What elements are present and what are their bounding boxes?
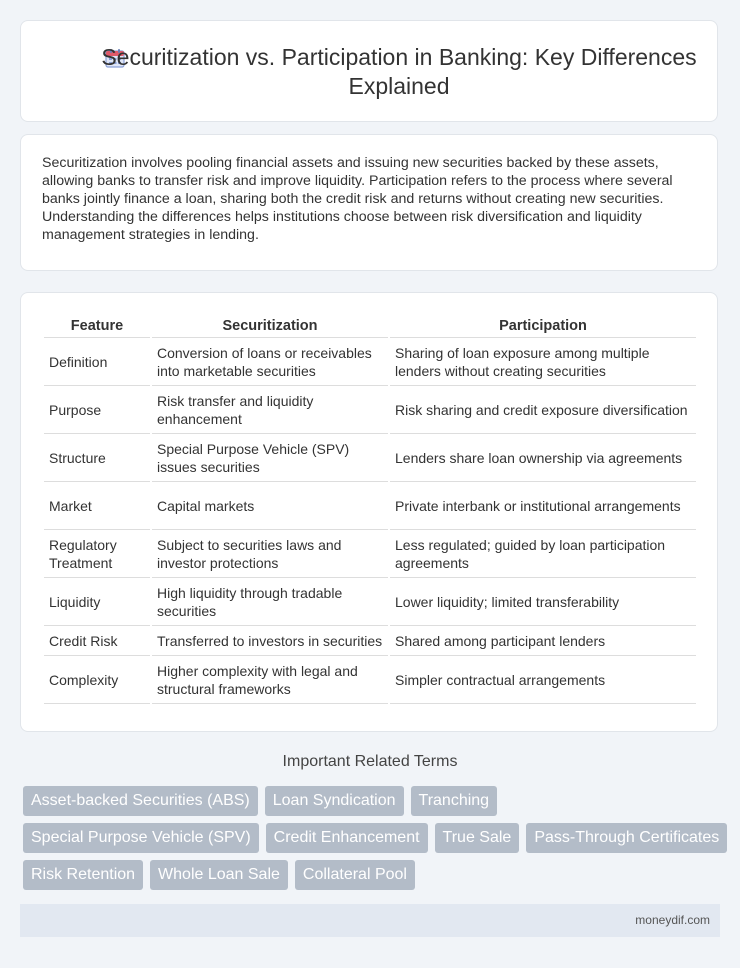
participation-cell: Sharing of loan exposure among multiple lenders without creating securities [390, 338, 696, 386]
table-row [44, 386, 696, 434]
tag-special-purpose-vehicle[interactable]: Special Purpose Vehicle (SPV) [23, 823, 259, 853]
feature-cell: Regulatory Treatment [44, 530, 150, 578]
column-header-participation: Participation [390, 315, 696, 338]
securitization-cell: Transferred to investors in securities [152, 626, 388, 656]
securitization-cell: Subject to securities laws and investor protections [152, 530, 388, 578]
column-header-feature: Feature [44, 315, 150, 338]
participation-cell: Less regulated; guided by loan participation agreements [390, 530, 696, 578]
securitization-cell: Risk transfer and liquidity enhancement [152, 386, 388, 434]
table-row [44, 434, 696, 482]
feature-cell: Market [44, 482, 150, 530]
table-row [44, 626, 696, 656]
tag-asset-backed-securities[interactable]: Asset-backed Securities (ABS) [23, 786, 258, 816]
column-header-securitization: Securitization [152, 315, 388, 338]
tag-tranching[interactable]: Tranching [411, 786, 498, 816]
securitization-cell: Special Purpose Vehicle (SPV) issues securities [152, 434, 388, 482]
table-row [44, 530, 696, 578]
tag-whole-loan-sale[interactable]: Whole Loan Sale [150, 860, 288, 890]
feature-cell: Liquidity [44, 578, 150, 626]
participation-cell: Lenders share loan ownership via agreements [390, 434, 696, 482]
tag-pass-through-certificates[interactable]: Pass-Through Certificates [526, 823, 727, 853]
tag-true-sale[interactable]: True Sale [435, 823, 520, 853]
tag-row [23, 860, 723, 890]
footer-site-link[interactable]: moneydif.com [635, 913, 710, 927]
participation-cell: Shared among participant lenders [390, 626, 696, 656]
footer [20, 904, 720, 937]
securitization-cell: High liquidity through tradable securities [152, 578, 388, 626]
tag-row [23, 786, 723, 816]
tag-collateral-pool[interactable]: Collateral Pool [295, 860, 415, 890]
intro-card [20, 134, 718, 271]
securitization-cell: Conversion of loans or receivables into marketable securities [152, 338, 388, 386]
participation-cell: Private interbank or institutional arrangements [390, 482, 696, 530]
tag-risk-retention[interactable]: Risk Retention [23, 860, 143, 890]
title-card [20, 20, 718, 122]
comparison-card [20, 292, 718, 732]
table-row [44, 482, 696, 530]
page-title: Securitization vs. Participation in Banking: Key Differences Explained [101, 44, 697, 99]
table-header-row [44, 315, 696, 338]
comparison-table [42, 315, 698, 704]
participation-cell: Risk sharing and credit exposure diversification [390, 386, 696, 434]
tag-loan-syndication[interactable]: Loan Syndication [265, 786, 404, 816]
tag-row [23, 823, 723, 853]
related-terms-tags [23, 786, 723, 897]
feature-cell: Definition [44, 338, 150, 386]
feature-cell: Structure [44, 434, 150, 482]
intro-paragraph: Securitization involves pooling financial assets and issuing new securities backed by these assets, allowing banks to transfer risk and improve liquidity. Participation refers to the process where several banks jointly finance a loan, sharing both the credit risk and returns without creating new securities. Understanding the differences helps institutions choose between risk diversification and liquidity management strategies in lending. [42, 155, 673, 243]
table-row [44, 656, 696, 704]
securitization-cell: Higher complexity with legal and structural frameworks [152, 656, 388, 704]
feature-cell: Credit Risk [44, 626, 150, 656]
securitization-cell: Capital markets [152, 482, 388, 530]
participation-cell: Simpler contractual arrangements [390, 656, 696, 704]
related-terms-heading: Important Related Terms [282, 753, 458, 770]
feature-cell: Complexity [44, 656, 150, 704]
tag-credit-enhancement[interactable]: Credit Enhancement [266, 823, 428, 853]
table-row [44, 338, 696, 386]
feature-cell: Purpose [44, 386, 150, 434]
table-row [44, 578, 696, 626]
participation-cell: Lower liquidity; limited transferability [390, 578, 696, 626]
